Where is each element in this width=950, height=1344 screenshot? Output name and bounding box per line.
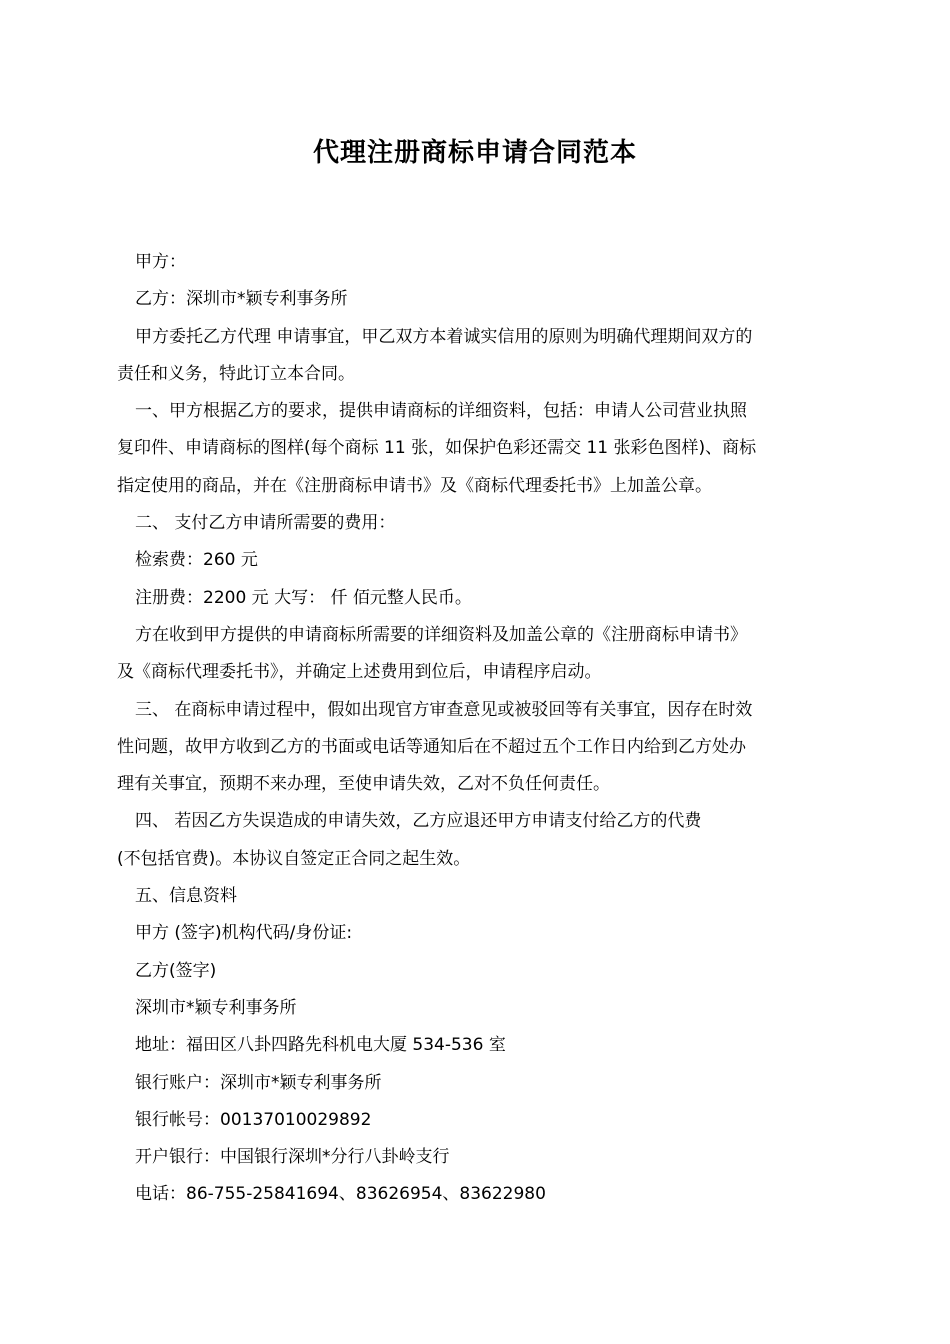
registration-fee-line: 注册费：2200 元 大写： 仟 佰元整人民币。 [135, 587, 472, 608]
firm-name-line: 深圳市*颖专利事务所 [135, 997, 297, 1018]
party-b-signature-line: 乙方(签字) [135, 960, 217, 981]
search-fee-line: 检索费：260 元 [135, 550, 258, 571]
clause-4-line-1: 四、 若因乙方失误造成的申请失效，乙方应退还甲方申请支付给乙方的代费 [135, 811, 702, 832]
intro-line-2: 责任和义务，特此订立本合同。 [117, 363, 355, 384]
clause-2-line-1: 方在收到甲方提供的申请商标所需要的详细资料及加盖公章的《注册商标申请书》 [135, 624, 747, 645]
party-b-line: 乙方：深圳市*颖专利事务所 [135, 289, 348, 310]
clause-2-heading: 二、 支付乙方申请所需要的费用： [135, 513, 396, 534]
document-body [117, 244, 837, 1214]
clause-3-line-1: 三、 在商标申请过程中，假如出现官方审查意见或被驳回等有关事宜，因存在时效 [135, 699, 753, 720]
clause-1-line-3: 指定使用的商品，并在《注册商标申请书》及《商标代理委托书》上加盖公章。 [117, 475, 712, 496]
bank-account-name-line: 银行账户：深圳市*颖专利事务所 [135, 1072, 382, 1093]
clause-4-line-2: (不包括官费)。本协议自签定正合同之起生效。 [117, 848, 471, 869]
intro-line-1: 甲方委托乙方代理 申请事宜，甲乙双方本着诚实信用的原则为明确代理期间双方的 [135, 326, 753, 347]
opening-bank-line: 开户银行：中国银行深圳*分行八卦岭支行 [135, 1147, 450, 1168]
clause-5-heading: 五、信息资料 [135, 886, 237, 907]
document-title: 代理注册商标申请合同范本 [312, 138, 637, 168]
clause-3-line-3: 理有关事宜，预期不来办理，至使申请失效，乙对不负任何责任。 [117, 774, 610, 795]
address-line: 地址：福田区八卦四路先科机电大厦 534-536 室 [135, 1035, 506, 1056]
party-a-line: 甲方： [135, 252, 186, 272]
phone-line: 电话：86-755-25841694、83626954、83622980 [135, 1184, 546, 1205]
clause-3-line-2: 性问题，故甲方收到乙方的书面或电话等通知后在不超过五个工作日内给到乙方处办 [117, 736, 746, 757]
bank-account-number-line: 银行帐号：00137010029892 [135, 1109, 372, 1130]
party-a-signature-line: 甲方 (签字)机构代码/身份证: [135, 923, 353, 944]
clause-2-line-2: 及《商标代理委托书》，并确定上述费用到位后，申请程序启动。 [117, 662, 602, 683]
clause-1-line-2: 复印件、申请商标的图样(每个商标 11 张，如保护色彩还需交 11 张彩色图样)、商标 [117, 438, 757, 459]
clause-1-line-1: 一、甲方根据乙方的要求，提供申请商标的详细资料，包括：申请人公司营业执照 [135, 401, 747, 422]
